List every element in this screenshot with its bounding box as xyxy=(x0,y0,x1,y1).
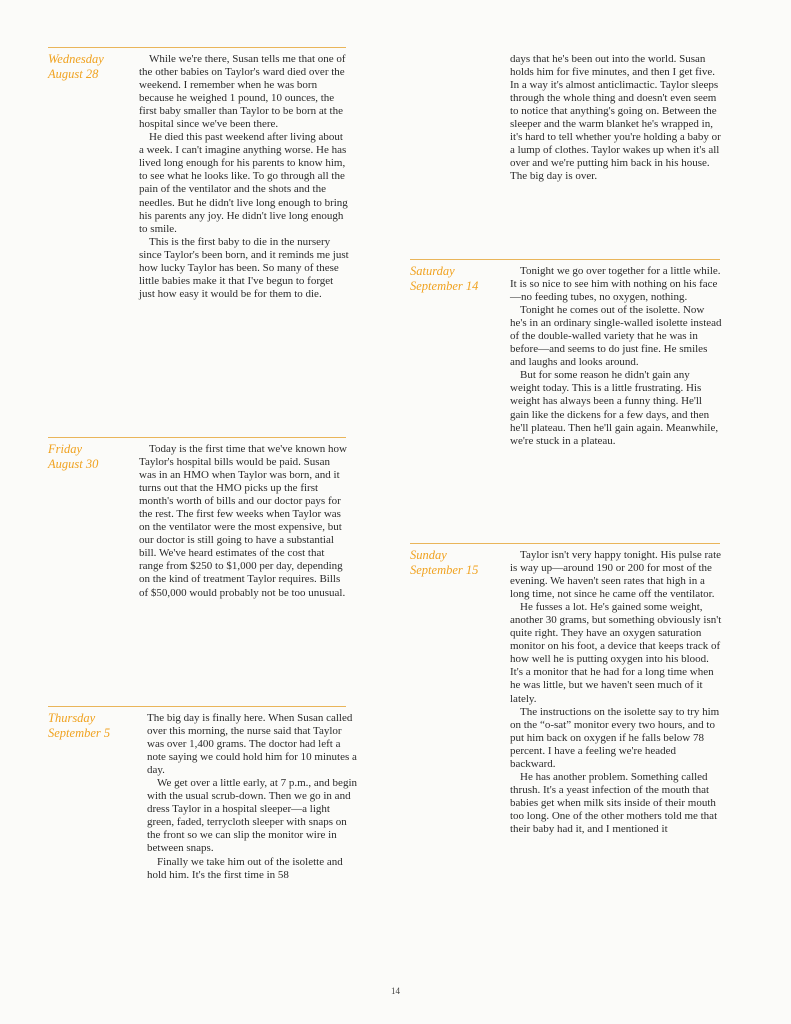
entry-body xyxy=(510,549,722,836)
paragraph: But for some reason he didn't gain any weight today. This is a little frustrating. His weight has always been a funny thing. He'll gain like the dickens for a few days, and then he'll plateau. Then he'll gain again. Meanwhile, we're stuck in a plateau. xyxy=(510,369,719,447)
paragraph: This is the first baby to die in the nursery since Taylor's been born, and it reminds me just how lucky Taylor has been. So many of these little babies make it that I've begun to forget just how easy it would be for them to die. xyxy=(139,235,349,300)
paragraph: The instructions on the isolette say to try him on the “o-sat” monitor every two hours, and to put him back on oxygen if he falls below 78 percent. I have a feeling we're headed backward. xyxy=(510,705,720,770)
paragraph: We get over a little early, at 7 p.m., and begin with the usual scrub-down. Then we go in and dress Taylor in a hospital sleeper—a light green, faded, terrycloth sleeper with snaps on the front so we can slip the monitor wire in between snaps. xyxy=(147,777,357,855)
paragraph: Finally we take him out of the isolette and hold him. It's the first time in 58 xyxy=(147,855,343,881)
entry-month-day: August 28 xyxy=(48,67,99,81)
entry-body xyxy=(510,265,722,448)
entry-date xyxy=(48,442,140,472)
entry-weekday: Wednesday xyxy=(48,52,104,66)
entry-body xyxy=(139,53,349,301)
paragraph: He has another problem. Something called thrush. It's a yeast infection of the mouth that babies get when milk sits inside of their mouth too long. One of the other mothers told me that their baby had it, and I mentioned it xyxy=(510,770,718,835)
date-rule xyxy=(410,543,720,544)
paragraph: While we're there, Susan tells me that one of the other babies on Taylor's ward died over the weekend. I remember when he was born because he weighed 1 pound, 10 ounces, the first baby smaller than Taylor to be born at the hospital since we've been there. xyxy=(139,53,346,131)
paragraph: Taylor isn't very happy tonight. His pulse rate is way up—around 190 or 200 for most of the evening. We haven't seen rates that high in a long time, not since he came off the ventilator. xyxy=(510,549,722,601)
entry-weekday: Saturday xyxy=(410,264,455,278)
entry-body xyxy=(510,53,725,183)
entry-month-day: September 14 xyxy=(410,279,479,293)
paragraph: Today is the first time that we've known how Taylor's hospital bills would be paid. Susan was in an HMO when Taylor was born, and it turns out that the HMO picks up the first month's worth of bills and our doctor pays for the rest. The first few weeks when Taylor was on the ventilator were the most expensive, but our doctor is still going to have a substantial bill. We've heard estimates of the cost that range from $250 to $1,000 per day, depending on the kind of treatment Taylor requires. Bills of $50,000 would probably not be too unusual. xyxy=(139,443,347,599)
date-rule xyxy=(48,706,346,707)
page-number: 14 xyxy=(391,986,400,996)
entry-month-day: September 5 xyxy=(48,726,111,740)
entry-date xyxy=(410,548,502,578)
entry-body xyxy=(139,443,349,600)
entry-body xyxy=(147,712,357,882)
entry-weekday: Sunday xyxy=(410,548,447,562)
entry-date xyxy=(410,264,502,294)
paragraph: Tonight he comes out of the isolette. Now he's in an ordinary single-walled isolette instead of the double-walled variety that he was in before—and seems to do just fine. He smiles and laughs and looks around. xyxy=(510,304,722,369)
paragraph: He fusses a lot. He's gained some weight, another 30 grams, but something obviously isn't quite right. They have an oxygen saturation monitor on his foot, a device that keeps track of how well he is putting oxygen into his blood. It's a monitor that he had for a long time when he was little, but we haven't seen much of it lately. xyxy=(510,601,722,705)
entry-date xyxy=(48,711,140,741)
entry-weekday: Friday xyxy=(48,442,83,456)
date-rule xyxy=(48,47,346,48)
date-rule xyxy=(410,259,720,260)
date-rule xyxy=(48,437,346,438)
paragraph: Tonight we go over together for a little while. It is so nice to see him with nothing on his face—no feeding tubes, no oxygen, nothing. xyxy=(510,265,721,304)
paragraph: days that he's been out into the world. Susan holds him for five minutes, and then I get five. In a way it's almost anticlimactic. Taylor sleeps through the whole thing and doesn't even seem to notice that anything's going on. Between the sleeper and the warm blanket he's wrapped in, it's hard to tell whether you're holding a baby or a lump of clothes. Taylor wakes up when it's all over and we're putting him back in his house. The big day is over. xyxy=(510,53,721,183)
entry-month-day: August 30 xyxy=(48,457,99,471)
entry-date xyxy=(48,52,140,82)
paragraph: He died this past weekend after living about a week. I can't imagine anything worse. He has lived long enough for his parents to know him, to see what he looks like. To go through all the pain of the ventilator and the shots and the needles. But he didn't live long enough to bring his parents any joy. He didn't live long enough to smile. xyxy=(139,131,348,235)
entry-weekday: Thursday xyxy=(48,711,96,725)
paragraph: The big day is finally here. When Susan called over this morning, the nurse said that Taylor was over 1,400 grams. The doctor had left a note saying we could hold him for 10 minutes a day. xyxy=(147,712,357,777)
entry-month-day: September 15 xyxy=(410,563,479,577)
